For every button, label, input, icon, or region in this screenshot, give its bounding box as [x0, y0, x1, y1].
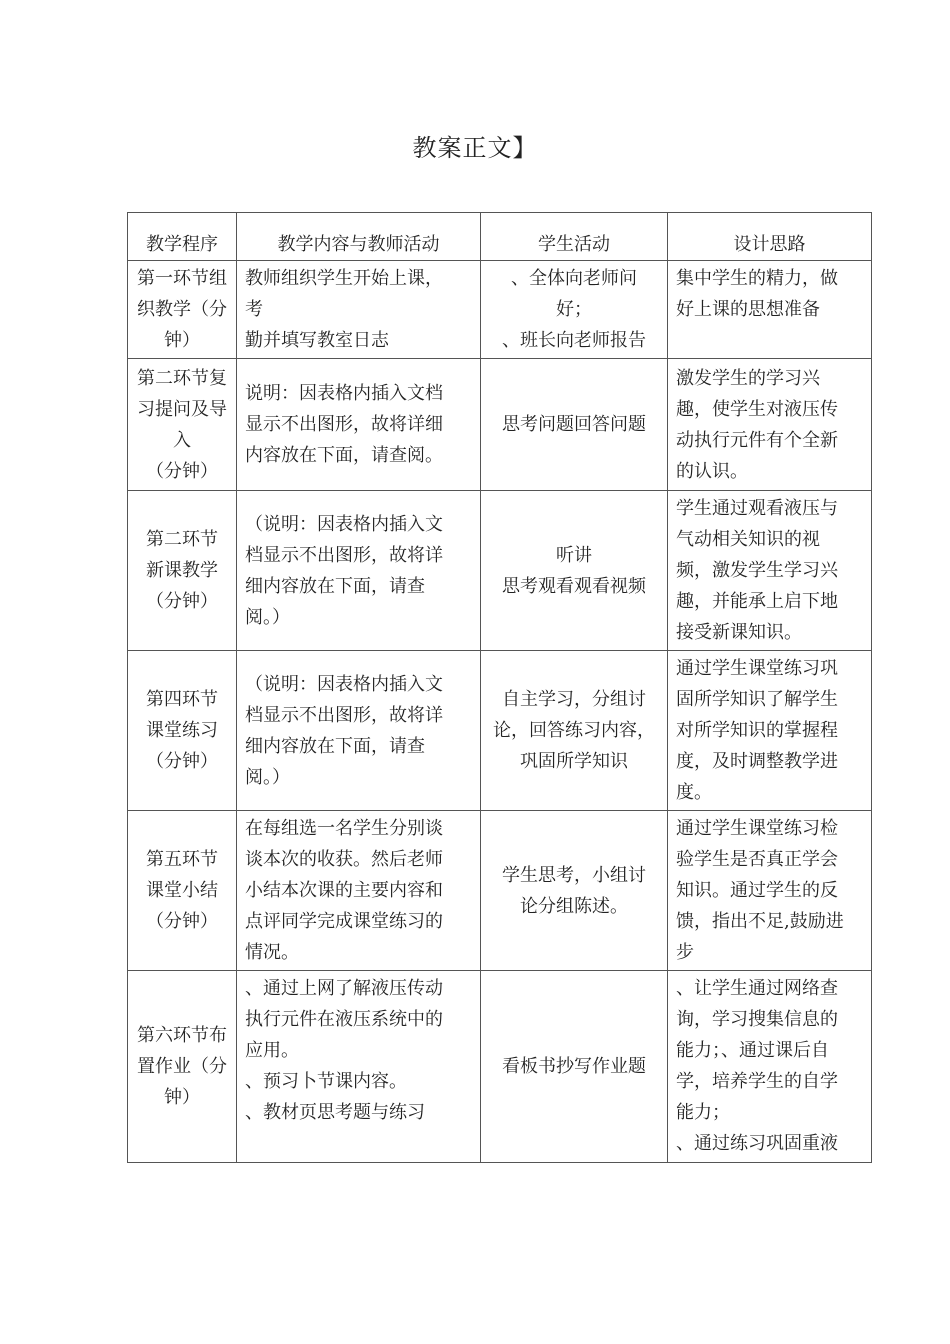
table-row: [128, 811, 872, 971]
cell-line: （分钟）: [146, 911, 218, 932]
cell-line: 阅。）: [245, 606, 290, 628]
cell-line: 步: [676, 942, 694, 963]
cell-line: 第一环节组: [137, 268, 227, 289]
cell-line: 、全体向老师问: [511, 268, 637, 289]
cell-line: 能力；、通过课后自: [676, 1040, 829, 1061]
cell-line: 频，激发学生学习兴: [676, 560, 838, 581]
cell-line: 置作业（分: [137, 1056, 227, 1077]
cell-line: 、让学生通过网络查: [676, 978, 838, 999]
design-rationale-cell: [668, 811, 872, 971]
table-row: [128, 491, 872, 651]
cell-line: 巩固所学知识: [520, 751, 628, 772]
design-rationale-cell: [668, 651, 872, 811]
content-cell: [237, 261, 481, 359]
cell-line: 课堂练习: [146, 720, 218, 741]
cell-line: 的认识。: [676, 460, 748, 482]
cell-line: 、班长向老师报告: [502, 330, 646, 351]
student-activity-cell: [481, 811, 668, 971]
cell-line: 第二环节复: [137, 367, 227, 389]
content-cell: [237, 651, 481, 811]
header-content: 教学内容与教师活动: [237, 213, 481, 261]
cell-line: 显示不出图形，故将详细: [245, 414, 443, 435]
cell-line: 思考问题回答问题: [502, 414, 646, 435]
cell-line: 固所学知识了解学生: [676, 689, 838, 710]
cell-line: 通过学生课堂练习检: [676, 818, 838, 839]
design-rationale-cell: [668, 491, 872, 651]
cell-line: 能力；: [676, 1102, 730, 1123]
cell-line: （分钟）: [146, 591, 218, 612]
cell-line: 接受新课知识。: [676, 622, 802, 643]
cell-line: 好；: [556, 299, 592, 320]
cell-line: 入: [173, 429, 191, 451]
cell-line: 钟）: [164, 330, 200, 351]
student-activity-cell: [481, 971, 668, 1163]
student-activity-cell: [481, 359, 668, 491]
student-activity-cell: [481, 261, 668, 359]
cell-line: 听讲: [556, 544, 592, 566]
content-cell: [237, 359, 481, 491]
cell-line: 集中学生的精力，做: [676, 268, 838, 289]
cell-line: （分钟）: [146, 460, 218, 482]
table-row: [128, 359, 872, 491]
cell-line: 考: [245, 299, 263, 320]
table-header-row: [128, 213, 872, 261]
cell-line: 档显示不出图形，故将详: [245, 544, 443, 566]
cell-line: 谈本次的收获。然后老师: [245, 849, 443, 870]
stage-cell: [128, 261, 237, 359]
design-rationale-cell: [668, 261, 872, 359]
table-row: [128, 971, 872, 1163]
cell-line: 、教材页思考题与练习: [245, 1102, 425, 1123]
cell-line: 新课教学: [146, 560, 218, 581]
cell-line: 询，学习搜集信息的: [676, 1009, 838, 1030]
cell-line: 趣，并能承上启下地: [676, 591, 838, 612]
cell-line: 学生思考，小组讨: [502, 864, 646, 886]
cell-line: 知识。通过学生的反: [676, 880, 838, 901]
cell-line: 、通过练习巩固重液: [676, 1133, 838, 1154]
stage-cell: [128, 811, 237, 971]
cell-line: 激发学生的学习兴: [676, 367, 820, 389]
lesson-plan-table: [127, 212, 872, 1163]
cell-line: 动执行元件有个全新: [676, 429, 838, 451]
content-cell: [237, 971, 481, 1163]
student-activity-cell: [481, 491, 668, 651]
cell-line: 内容放在下面，请查阅。: [245, 445, 443, 466]
content-cell: [237, 811, 481, 971]
cell-line: 课堂小结: [146, 880, 218, 901]
cell-line: 细内容放在下面，请查: [245, 575, 425, 597]
cell-line: 习提问及导: [137, 398, 227, 420]
stage-cell: [128, 491, 237, 651]
student-activity-cell: [481, 651, 668, 811]
cell-line: 论分组陈述。: [520, 895, 628, 917]
cell-line: 气动相关知识的视: [676, 529, 820, 550]
cell-line: （说明：因表格内插入文: [245, 673, 443, 695]
cell-line: 点评同学完成课堂练习的: [245, 911, 443, 932]
cell-line: 教师组织学生开始上课，: [245, 268, 443, 289]
stage-cell: [128, 971, 237, 1163]
header-student: 学生活动: [481, 213, 668, 261]
cell-line: 学，培养学生的自学: [676, 1071, 838, 1092]
cell-line: 第五环节: [146, 849, 218, 870]
cell-line: 论，回答练习内容，: [493, 720, 655, 741]
cell-line: 第四环节: [146, 689, 218, 710]
cell-line: 应用。: [245, 1040, 299, 1061]
cell-line: 对所学知识的掌握程: [676, 720, 838, 741]
cell-line: 思考观看观看视频: [502, 575, 646, 597]
design-rationale-cell: [668, 359, 872, 491]
cell-line: 自主学习，分组讨: [502, 689, 646, 710]
cell-line: （说明：因表格内插入文: [245, 513, 443, 535]
cell-line: 档显示不出图形，故将详: [245, 704, 443, 726]
cell-line: 勤并填写教室日志: [245, 330, 389, 351]
cell-line: 馈，指出不足,鼓励进: [676, 911, 844, 932]
content-cell: [237, 491, 481, 651]
cell-line: 阅。）: [245, 766, 290, 788]
cell-line: 看板书抄写作业题: [502, 1056, 646, 1077]
cell-line: 通过学生课堂练习巩: [676, 658, 838, 679]
cell-line: 织教学（分: [137, 299, 227, 320]
cell-line: 小结本次课的主要内容和: [245, 880, 443, 901]
cell-line: 趣，使学生对液压传: [676, 398, 838, 420]
cell-line: 学生通过观看液压与: [676, 498, 838, 519]
document-title: 教案正文】: [412, 134, 538, 162]
cell-line: 、预习卜节课内容。: [245, 1071, 407, 1092]
cell-line: 钟）: [164, 1087, 200, 1108]
cell-line: 在每组选一名学生分别谈: [245, 818, 443, 839]
table-row: [128, 261, 872, 359]
stage-cell: [128, 359, 237, 491]
cell-line: 度，及时调整教学进: [676, 751, 838, 772]
cell-line: 细内容放在下面，请查: [245, 735, 425, 757]
cell-line: 度。: [676, 782, 712, 803]
header-stage: 教学程序: [128, 213, 237, 261]
header-design: 设计思路: [668, 213, 872, 261]
cell-line: 好上课的思想准备: [676, 299, 820, 320]
cell-line: 说明：因表格内插入文档: [245, 383, 443, 404]
stage-cell: [128, 651, 237, 811]
design-rationale-cell: [668, 971, 872, 1163]
cell-line: （分钟）: [146, 751, 218, 772]
cell-line: 验学生是否真正学会: [676, 849, 838, 870]
table-row: [128, 651, 872, 811]
cell-line: 第二环节: [146, 529, 218, 550]
cell-line: 执行元件在液压系统中的: [245, 1009, 443, 1030]
cell-line: 情况。: [245, 942, 299, 963]
cell-line: 第六环节布: [137, 1025, 227, 1046]
cell-line: 、通过上网了解液压传动: [245, 978, 443, 999]
